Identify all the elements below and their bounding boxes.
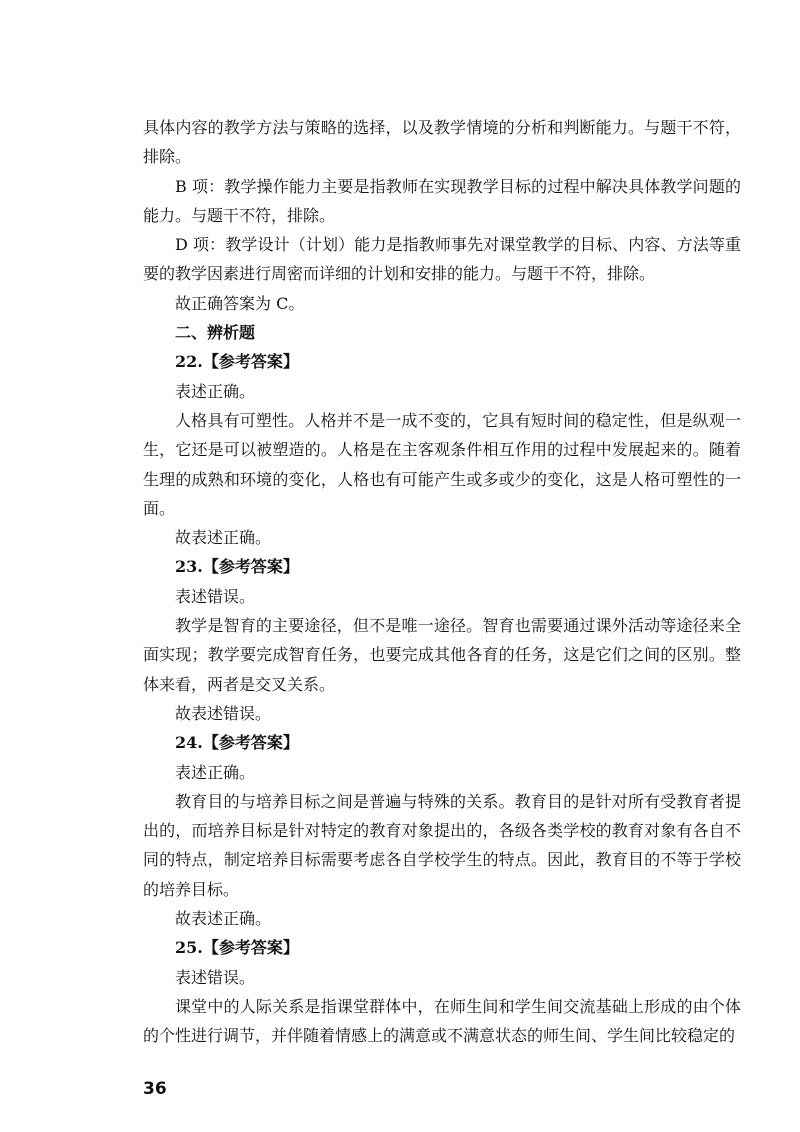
paragraph-option-b: B 项：教学操作能力主要是指教师在实现教学目标的过程中解决具体教学问题的能力。与题干不符，排除。 <box>143 176 741 225</box>
question-25-heading: 25.【参考答案】 <box>175 938 299 958</box>
paragraph-option-d: D 项：教学设计（计划）能力是指教师事先对课堂教学的目标、内容、方法等重要的教学因素进行周密而详细的计划和安排的能力。与题干不符，排除。 <box>143 235 741 284</box>
question-24-heading: 24.【参考答案】 <box>175 733 299 753</box>
question-25-verdict: 表述错误。 <box>175 967 256 987</box>
section-heading: 二、辨析题 <box>175 323 256 343</box>
question-23-verdict: 表述错误。 <box>175 586 256 606</box>
paragraph-continuation: 具体内容的教学方法与策略的选择，以及教学情境的分析和判断能力。与题干不符，排除。 <box>143 118 741 167</box>
question-24-explanation: 教育目的与培养目标之间是普遍与特殊的关系。教育目的是针对所有受教育者提出的，而培养目标是针对特定的教育对象提出的，各级各类学校的教育对象有各自不同的特点，制定培养目标需要考虑各自学校学生的特点。因此，教育目的不等于学校的培养目标。 <box>143 791 741 899</box>
question-24-conclusion: 故表述正确。 <box>175 909 272 929</box>
question-24-verdict: 表述正确。 <box>175 762 256 782</box>
question-25-explanation: 课堂中的人际关系是指课堂群体中，在师生间和学生间交流基础上形成的由个体的个性进行调节，并伴随着情感上的满意或不满意状态的师生间、学生间比较稳定的 <box>143 996 741 1046</box>
page-number: 36 <box>143 1079 167 1099</box>
body-text <box>143 113 741 1051</box>
question-22-explanation: 人格具有可塑性。人格并不是一成不变的，它具有短时间的稳定性，但是纵观一生，它还是可以被塑造的。人格是在主客观条件相互作用的过程中发展起来的。随着生理的成熟和环境的变化，人格也有可能产生或多或少的变化，这是人格可塑性的一面。 <box>143 410 741 518</box>
question-22-heading: 22.【参考答案】 <box>175 352 299 372</box>
question-23-heading: 23.【参考答案】 <box>175 557 299 577</box>
question-23-explanation: 教学是智育的主要途径，但不是唯一途径。智育也需要通过课外活动等途径来全面实现；教学要完成智育任务，也要完成其他各育的任务，这是它们之间的区别。整体来看，两者是交叉关系。 <box>143 616 741 694</box>
paragraph-answer: 故正确答案为 C。 <box>175 293 305 313</box>
question-22-conclusion: 故表述正确。 <box>175 528 272 548</box>
question-22-verdict: 表述正确。 <box>175 381 256 401</box>
question-23-conclusion: 故表述错误。 <box>175 703 272 723</box>
